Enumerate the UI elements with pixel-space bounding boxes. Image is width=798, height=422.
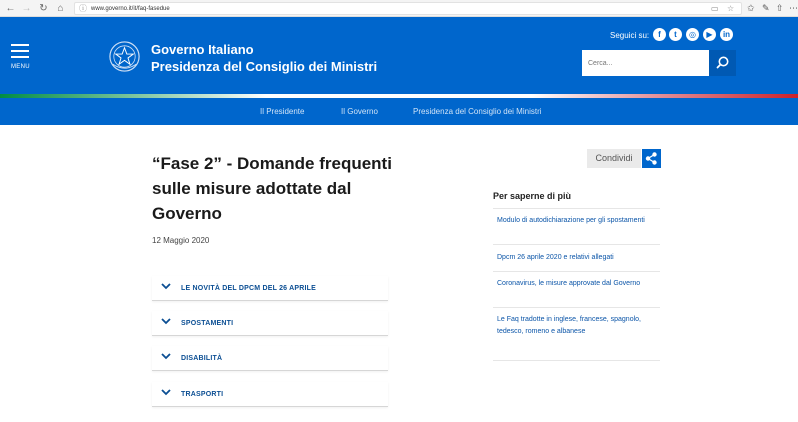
accordion-item-disabilita[interactable] (152, 346, 388, 371)
sidebar-heading: Per saperne di più (493, 191, 572, 201)
favorites-bar-icon[interactable]: ✩ (747, 3, 755, 13)
share-label[interactable]: Condividi (587, 149, 641, 168)
accordion-item-spostamenti[interactable] (152, 311, 388, 336)
share-nodes-icon (642, 149, 661, 168)
republic-emblem-icon[interactable] (107, 39, 142, 74)
page-title: “Fase 2” - Domande frequenti sulle misure adottate dal Governo (152, 154, 392, 223)
divider (493, 244, 660, 245)
more-icon[interactable]: ⋯ (789, 3, 798, 13)
instagram-icon[interactable]: ◎ (686, 28, 699, 41)
share-icon[interactable]: ⇧ (776, 3, 784, 13)
accordion-item-trasporti[interactable] (152, 382, 388, 407)
accordion-item-novita[interactable] (152, 276, 388, 301)
reading-view-icon[interactable]: ▭ (711, 4, 719, 13)
site-title[interactable]: Governo Italiano (151, 42, 254, 57)
accordion-label[interactable]: SPOSTAMENTI (181, 320, 234, 327)
sidebar-link-coronavirus[interactable]: Coronavirus, le misure approvate dal Governo (497, 280, 641, 287)
search-icon (709, 50, 736, 76)
nav-item-governo[interactable]: Il Governo (341, 107, 378, 116)
reload-icon[interactable]: ↻ (39, 3, 48, 14)
home-icon[interactable]: ⌂ (57, 3, 64, 14)
facebook-icon[interactable]: f (653, 28, 666, 41)
chevron-down-icon (161, 281, 171, 291)
linkedin-icon[interactable]: in (720, 28, 733, 41)
share-button[interactable] (642, 149, 661, 168)
sidebar-link-dpcm[interactable]: Dpcm 26 aprile 2020 e relativi allegati (497, 254, 614, 261)
sidebar-link-modulo[interactable]: Modulo di autodichiarazione per gli spostamenti (497, 217, 645, 224)
divider (493, 360, 660, 361)
accordion-label[interactable]: TRASPORTI (181, 391, 224, 398)
divider (493, 307, 660, 308)
follow-label: Seguici su: (610, 31, 650, 40)
divider (493, 208, 660, 209)
url-text[interactable]: www.governo.it/it/faq-fasedue (91, 6, 170, 12)
back-icon[interactable]: ← (5, 3, 16, 14)
main-nav (0, 98, 798, 125)
accordion-label[interactable]: DISABILITÀ (181, 355, 223, 362)
nav-item-presidenza[interactable]: Presidenza del Consiglio dei Ministri (413, 107, 542, 116)
youtube-icon[interactable]: ▶ (703, 28, 716, 41)
search-input[interactable] (582, 50, 709, 76)
reading-list-icon[interactable]: ✎ (762, 3, 770, 13)
browser-toolbar (0, 0, 798, 17)
site-subtitle[interactable]: Presidenza del Consiglio dei Ministri (151, 59, 378, 74)
sidebar-link-faq-tradotte[interactable]: Le Faq tradotte in inglese, francese, spagnolo, tedesco, romeno e albanese (497, 316, 641, 335)
divider (493, 271, 660, 272)
twitter-icon[interactable]: t (669, 28, 682, 41)
menu-label[interactable]: MENU (11, 64, 30, 70)
forward-icon[interactable]: → (21, 3, 32, 14)
accordion-label[interactable]: LE NOVITÀ DEL DPCM DEL 26 APRILE (181, 285, 317, 292)
site-header (0, 17, 798, 94)
chevron-down-icon (161, 316, 171, 326)
info-icon[interactable]: ⓘ (79, 4, 87, 13)
menu-button[interactable] (11, 44, 31, 62)
chevron-down-icon (161, 387, 171, 397)
chevron-down-icon (161, 351, 171, 361)
address-bar[interactable] (74, 2, 742, 15)
favorite-icon[interactable]: ☆ (727, 4, 735, 13)
publish-date: 12 Maggio 2020 (152, 236, 210, 245)
search-button[interactable] (709, 50, 736, 76)
nav-item-presidente[interactable]: Il Presidente (260, 107, 305, 116)
